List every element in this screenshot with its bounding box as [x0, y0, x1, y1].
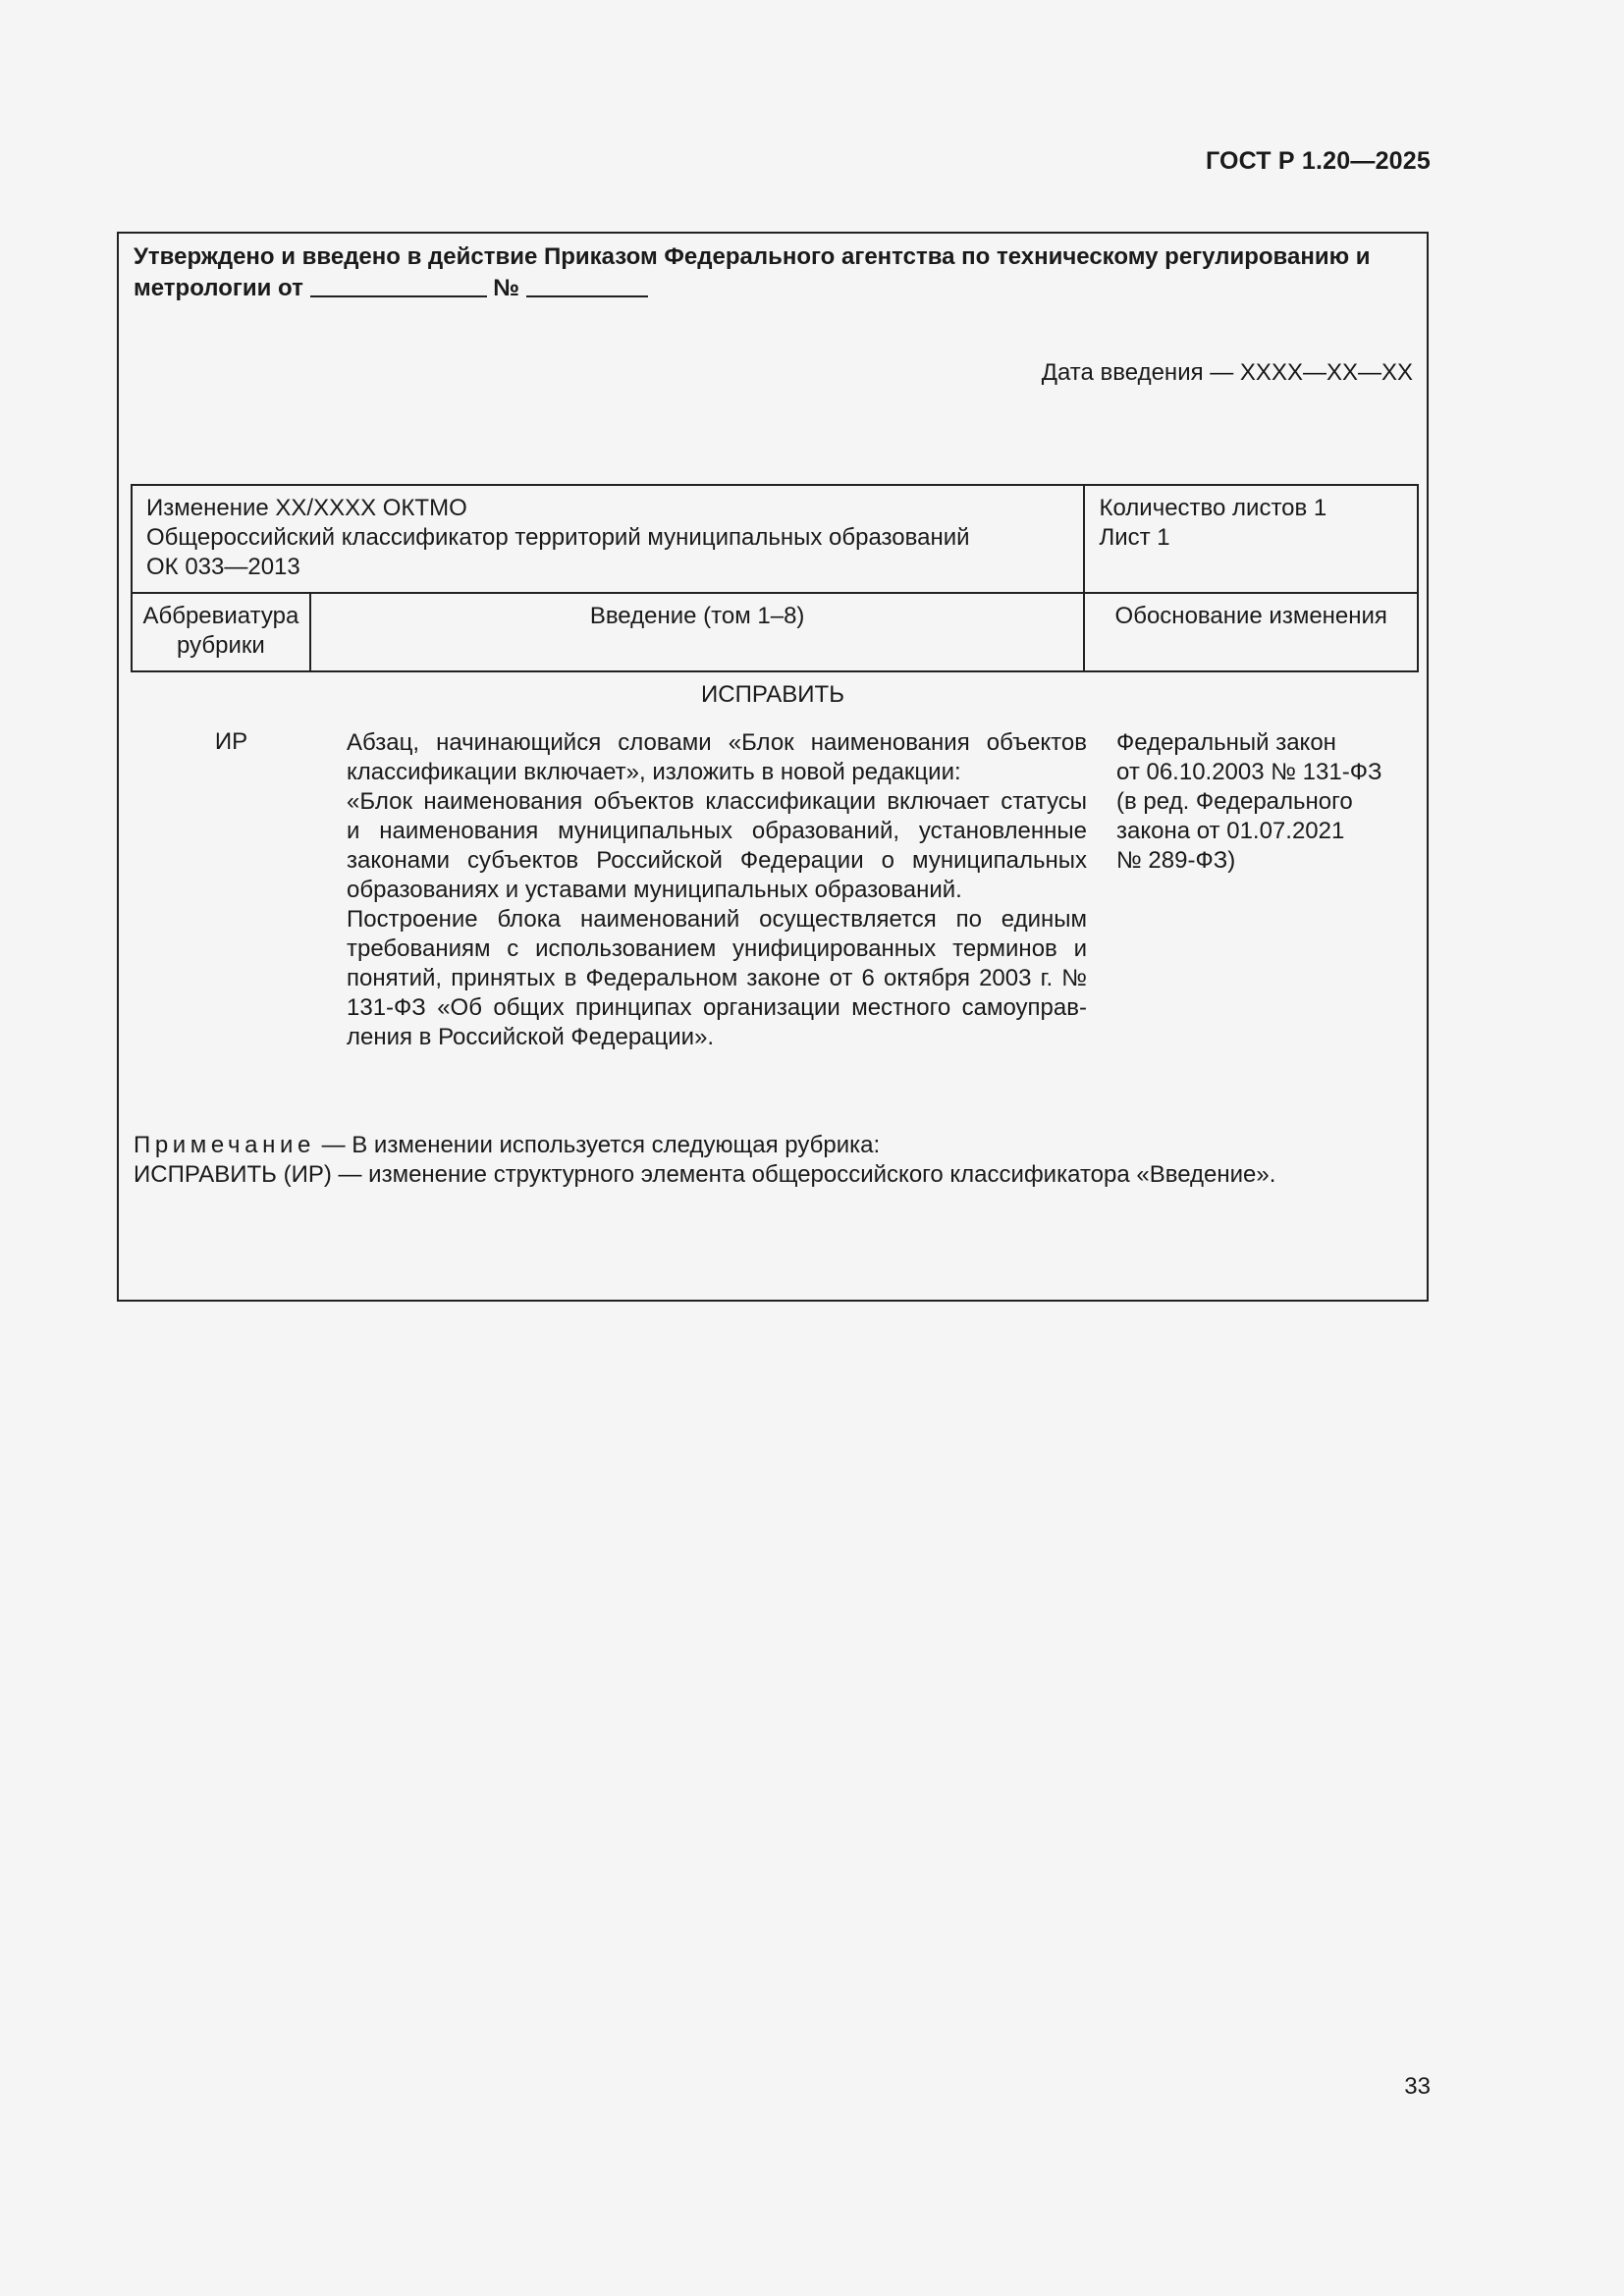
entry-text-line: понятий, принятых в Федеральном законе от 6 октября 2003 г. № [347, 965, 1087, 991]
entry-change-text [347, 728, 1087, 1052]
entry-text-line: образованиях и уставами муниципальных образований. [347, 877, 962, 903]
entry-basis-line: (в ред. Федерального [1116, 788, 1353, 815]
entry-text-line: ления в Российской Федерации». [347, 1024, 715, 1050]
approval-number-blank [526, 274, 648, 297]
change-form-frame [117, 232, 1429, 1302]
action-heading: ИСПРАВИТЬ [701, 681, 844, 708]
sheet-number-line: Лист 1 [1099, 524, 1170, 551]
column-header-basis: Обоснование изменения [1084, 593, 1418, 671]
approval-statement [134, 242, 1415, 303]
change-title-cell [132, 485, 1084, 593]
change-title-line: ОК 033—2013 [146, 554, 300, 580]
note-intro: — В изменении используется следующая рубрика: [314, 1132, 881, 1158]
entry-text-line: требованиям с использованием унифицированных терминов и [347, 935, 1087, 962]
entry-rubric-code: ИР [214, 728, 248, 755]
entry-text-line: классификации включает», изложить в новой редакции: [347, 759, 961, 785]
change-header-table [131, 484, 1419, 672]
entry-basis-line: № 289-ФЗ) [1116, 847, 1236, 874]
entry-basis-line: от 06.10.2003 № 131-ФЗ [1116, 759, 1382, 785]
introduction-date: Дата введения — XXXX—XX—XX [1041, 359, 1413, 386]
entry-text-line: 131-ФЗ «Об общих принципах организации местного самоуправ- [347, 994, 1087, 1021]
column-header-abbreviation-line: Аббревиатура [142, 603, 299, 629]
entry-basis-line: закона от 01.07.2021 [1116, 818, 1345, 844]
column-header-abbreviation-line: рубрики [177, 632, 265, 659]
change-title-line: Общероссийский классификатор территорий муниципальных образований [146, 524, 970, 551]
approval-text: Утверждено и введено в действие Приказом Федерального агентства по техническому регулированию и метрологии от [134, 243, 1371, 301]
note-block [134, 1131, 1275, 1190]
entry-text-line: Абзац, начинающийся словами «Блок наименования объектов [347, 729, 1087, 756]
sheet-count-line: Количество листов 1 [1099, 495, 1327, 521]
entry-text-line: и наименования муниципальных образований, установленные [347, 818, 1087, 844]
change-title-line: Изменение XX/XXXX ОКТМО [146, 495, 467, 521]
note-line: ИСПРАВИТЬ (ИР) — изменение структурного элемента общероссийского классификатора «Введение». [134, 1161, 1276, 1188]
sheet-count-cell [1084, 485, 1418, 593]
entry-text-line: «Блок наименования объектов классификации включает статусы [347, 788, 1087, 815]
note-line [134, 1131, 1275, 1160]
approval-date-blank [310, 274, 487, 297]
entry-text-line: Построение блока наименований осуществляется по единым [347, 906, 1087, 933]
page-number: 33 [1404, 2073, 1431, 2100]
column-header-section: Введение (том 1–8) [310, 593, 1085, 671]
entry-basis-line: Федеральный закон [1116, 729, 1336, 756]
entry-text-line: законами субъектов Российской Федерации о муниципальных [347, 847, 1087, 874]
document-code-header: ГОСТ Р 1.20—2025 [1205, 147, 1431, 175]
note-label: Примечание [134, 1132, 315, 1158]
entry-basis [1116, 728, 1421, 876]
column-header-abbreviation [132, 593, 310, 671]
approval-number-sign: № [493, 275, 519, 301]
